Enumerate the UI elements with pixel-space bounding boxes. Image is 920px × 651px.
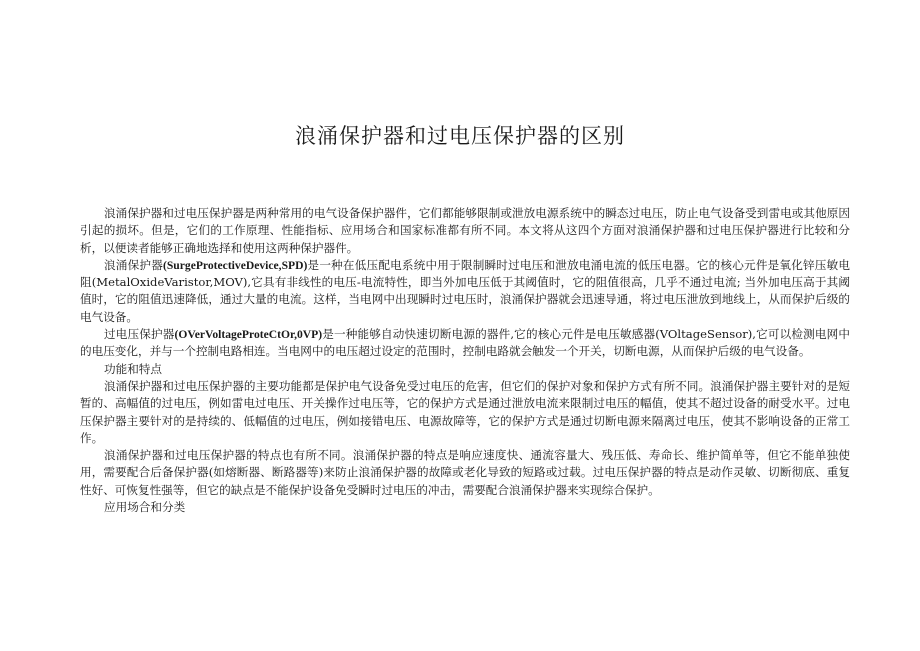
- spd-term: (SurgeProtectiveDevice,SPD): [163, 258, 308, 272]
- ovp-term: (OVerVoltageProteCtOr,0VP): [174, 328, 323, 342]
- ovp-description: 是一种能够自动快速切断电源的器件,它的核心元件是电压敏感器(VOltageSensor),它可以检测电网中的电压变化，并与一个控制电路相连。当电网中的电压超过设定的范围时，控制电路就会触发一个开关，切断电源，从而保护后级的电气设备。: [80, 327, 850, 359]
- document-title: 浪涌保护器和过电压保护器的区别: [295, 124, 625, 148]
- ovp-prefix: 过电压保护器: [104, 327, 175, 342]
- spd-paragraph: [80, 257, 850, 326]
- section-heading-applications: 应用场合和分类: [104, 500, 186, 515]
- features-paragraph-1: 浪涌保护器和过电压保护器的主要功能都是保护电气设备免受过电压的危害，但它们的保护对象和保护方式有所不同。浪涌保护器主要针对的是短暂的、高幅值的过电压，例如雷电过电压、开关操作过电压等，它的保护方式是通过泄放电流来限制过电压的幅值，使其不超过设备的耐受水平。过电压保护器主要针对的是持续的、低幅值的过电压，例如接错电压、电源故障等，它的保护方式是通过切断电源来隔离过电压，使其不影响设备的正常工作。: [80, 378, 850, 445]
- spd-description: 是一种在低压配电系统中用于限制瞬时过电压和泄放电涌电流的低压电器。它的核心元件是氧化锌压敏电阻(MetalOxideVaristor,MOV),它具有非线性的电压-电流特性，即当外加电压低于其阈值时，它的阻值很高，几乎不通过电流; 当外加电压高于其阈值时，它的阻值迅速降低，通过大量的电流。这样，当电网中出现瞬时过电压时，浪涌保护器就会迅速导通，将过电压泄放到地线上，从而保护后级的电气设备。: [80, 257, 850, 324]
- document-body: [80, 205, 850, 516]
- spd-prefix: 浪涌保护器: [104, 257, 163, 272]
- ovp-paragraph: [80, 326, 850, 361]
- features-paragraph-2: 浪涌保护器和过电压保护器的特点也有所不同。浪涌保护器的特点是响应速度快、通流容量大、残压低、寿命长、维护简单等，但它不能单独使用，需要配合后备保护器(如熔断器、断路器等)来防止浪涌保护器的故障或老化导致的短路或过载。过电压保护器的特点是动作灵敏、切断彻底、重复性好、可恢复性强等，但它的缺点是不能保护设备免受瞬时过电压的冲击，需要配合浪涌保护器来实现综合保护。: [80, 448, 850, 497]
- section-heading-features: 功能和特点: [104, 361, 162, 376]
- intro-paragraph: 浪涌保护器和过电压保护器是两种常用的电气设备保护器件，它们都能够限制或泄放电源系统中的瞬态过电压，防止电气设备受到雷电或其他原因引起的损坏。但是，它们的工作原理、性能指标、应用场合和国家标准都有所不同。本文将从这四个方面对浪涌保护器和过电压保护器进行比较和分析，以便读者能够正确地选择和使用这两种保护器件。: [80, 206, 850, 255]
